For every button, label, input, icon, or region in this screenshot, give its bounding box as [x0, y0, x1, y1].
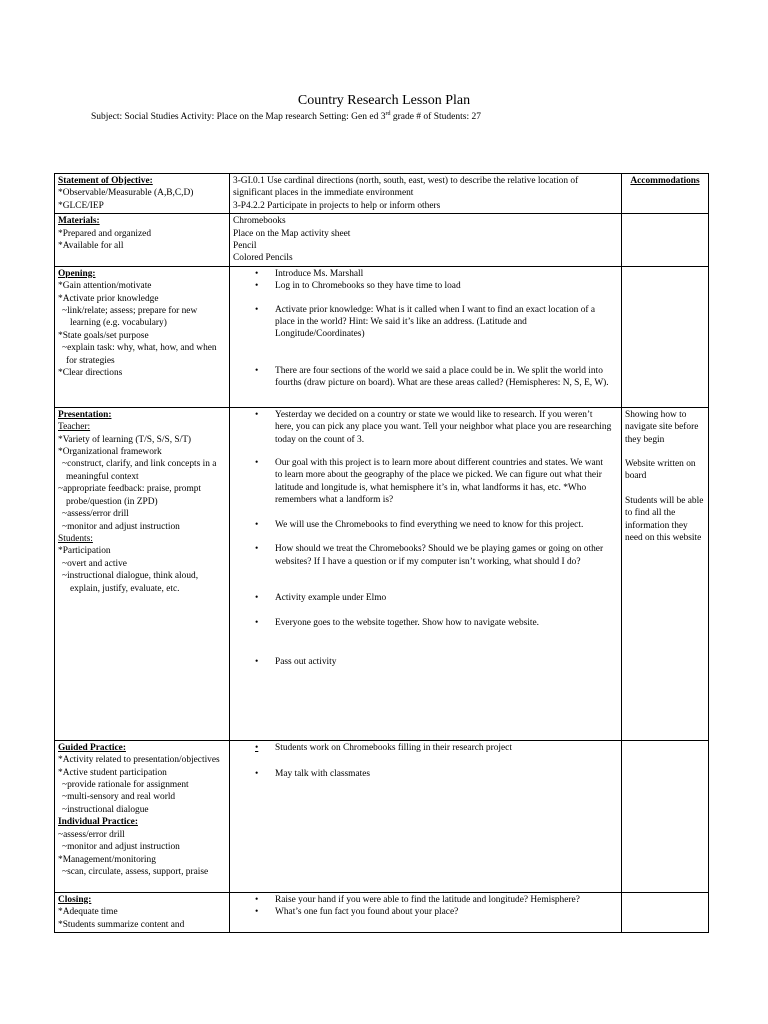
- bullet-dot-icon: [255, 304, 258, 316]
- presentation-bullet: [233, 592, 618, 604]
- closing-item: *Adequate time: [58, 907, 118, 918]
- material-item: Colored Pencils: [233, 253, 293, 264]
- guided-label-cell: [55, 740, 230, 892]
- materials-row: [55, 214, 709, 267]
- closing-bullet-text: Raise your hand if you were able to find the latitude and longitude? Hemisphere?: [275, 894, 580, 905]
- materials-heading: Materials:: [58, 216, 100, 227]
- opening-label-cell: [55, 266, 230, 407]
- bullet-dot-icon: [255, 543, 258, 555]
- opening-bullet-text: There are four sections of the world we said a place could be in. We split the world into fourths (draw picture on board). What are these areas called? (Hemispheres: N, S, E, W).: [275, 365, 609, 389]
- opening-accommodations-cell: [622, 266, 709, 407]
- material-item: Place on the Map activity sheet: [233, 228, 351, 239]
- bullet-dot-icon: [255, 268, 258, 280]
- teacher-item: ~appropriate feedback: praise, prompt: [58, 484, 202, 495]
- materials-accommodations-cell: [622, 214, 709, 267]
- closing-content-cell: [230, 892, 622, 932]
- teacher-item: probe/question (in ZPD): [66, 496, 158, 507]
- presentation-label-cell: [55, 407, 230, 740]
- bullet-dot-icon: [255, 617, 258, 629]
- presentation-bullet: [233, 617, 618, 629]
- student-item: ~instructional dialogue, think aloud,: [62, 571, 199, 582]
- subtitle-text-end: grade # of Students: 27: [390, 112, 481, 123]
- teacher-item: *Variety of learning (T/S, S/S, S/T): [58, 434, 192, 445]
- page-title: Country Research Lesson Plan: [297, 93, 471, 108]
- material-item: Chromebooks: [233, 216, 286, 227]
- bullet-dot-icon: [255, 457, 258, 469]
- objective-standard: 3-P4.2.2 Participate in projects to help or inform others: [233, 200, 441, 211]
- guided-accommodations-cell: [622, 740, 709, 892]
- opening-row: [55, 266, 709, 407]
- guided-heading: Guided Practice:: [58, 742, 126, 753]
- presentation-content-cell: [230, 407, 622, 740]
- accommodations-heading: Accommodations: [630, 176, 700, 186]
- objective-heading: Statement of Objective:: [58, 176, 153, 186]
- presentation-accommodations-cell: [622, 407, 709, 740]
- opening-bullet-text: Activate prior knowledge: What is it called when I want to find an exact location of a place in the world? Hint: We said it’s like an address. (Latitude and Longitude/Coordinates): [275, 304, 596, 340]
- presentation-row: [55, 407, 709, 740]
- bullet-dot-icon: [255, 768, 258, 780]
- subtitle-superscript: rd: [385, 111, 391, 117]
- lesson-subtitle: [91, 111, 481, 122]
- objective-standard: 3-GI.0.1 Use cardinal directions (north, south, east, west) to describe the relative location of significant places in the immediate environment: [233, 176, 579, 199]
- guided-item: ~provide rationale for assignment: [62, 780, 189, 791]
- guided-bullet: [233, 768, 618, 780]
- subtitle-text: Subject: Social Studies Activity: Place on the Map research Setting: Gen ed 3: [91, 112, 386, 123]
- closing-label-cell: [55, 892, 230, 932]
- opening-left-line: ~link/relate; assess; prepare for new: [62, 306, 198, 317]
- presentation-heading: Presentation:: [58, 409, 112, 420]
- closing-bullet-text: What’s one fun fact you found about your place?: [275, 907, 459, 918]
- presentation-bullet: [233, 409, 618, 446]
- bullet-dot-icon: [255, 519, 258, 531]
- teacher-label: Teacher:: [58, 422, 91, 433]
- objective-left-line: *Observable/Measurable (A,B,C,D): [58, 188, 194, 199]
- presentation-bullet-text: How should we treat the Chromebooks? Should we be playing games or going on other websites? If I have a question or if my computer isn’t working, what should I do?: [275, 544, 604, 567]
- closing-heading: Closing:: [58, 894, 92, 905]
- student-item: ~overt and active: [62, 558, 127, 569]
- individual-practice-heading: Individual Practice:: [58, 817, 138, 828]
- bullet-dot-icon: [255, 365, 258, 377]
- bullet-dot-icon: [255, 592, 258, 604]
- opening-left-line: *Activate prior knowledge: [58, 293, 159, 304]
- individual-item: ~monitor and adjust instruction: [62, 842, 180, 853]
- objective-row: [55, 174, 709, 214]
- teacher-item: ~monitor and adjust instruction: [62, 521, 180, 532]
- lesson-plan-table: [54, 173, 709, 933]
- presentation-bullet: [233, 656, 618, 668]
- opening-bullet-text: Introduce Ms. Marshall: [275, 268, 364, 279]
- individual-item: ~assess/error drill: [58, 829, 125, 840]
- presentation-bullet-text: Pass out activity: [275, 656, 337, 667]
- presentation-bullet-text: Our goal with this project is to learn more about different countries and states. We want to learn more about the geography of the place we picked. We can figure out what their latitude and longitude is, what hemisphere it’s in, what landforms it has, etc. *Who remembers what a landform is?: [275, 458, 603, 506]
- opening-left-line: *State goals/set purpose: [58, 330, 149, 341]
- accommodations-header-cell: [622, 174, 709, 214]
- bullet-dot-icon: [255, 906, 258, 918]
- opening-bullet: [233, 304, 618, 341]
- guided-item: *Activity related to presentation/objectives: [58, 755, 220, 766]
- guided-bullet: [233, 742, 618, 754]
- guided-bullet-text: Students work on Chromebooks filling in their research project: [275, 742, 512, 753]
- students-label: Students:: [58, 533, 93, 544]
- materials-content-cell: [230, 214, 622, 267]
- bullet-dot-icon: [255, 656, 258, 668]
- opening-left-line: *Clear directions: [58, 368, 123, 379]
- individual-item: ~scan, circulate, assess, support, praise: [62, 866, 209, 877]
- teacher-item: ~assess/error drill: [62, 509, 129, 520]
- opening-left-line: ~explain task: why, what, how, and when: [62, 343, 217, 354]
- accommodation-note: Website written on board: [625, 459, 696, 482]
- bullet-dot-icon: [255, 280, 258, 292]
- objective-label-cell: [55, 174, 230, 214]
- presentation-bullet-text: We will use the Chromebooks to find everything we need to know for this project.: [275, 519, 584, 530]
- presentation-bullet: [233, 543, 618, 568]
- closing-accommodations-cell: [622, 892, 709, 932]
- objective-left-line: *GLCE/IEP: [58, 200, 104, 211]
- opening-left-line: for strategies: [66, 355, 115, 366]
- objective-content-cell: [230, 174, 622, 214]
- opening-bullet: [233, 365, 618, 390]
- teacher-item: meaningful context: [66, 471, 139, 482]
- materials-left-line: *Prepared and organized: [58, 228, 152, 239]
- closing-bullet: [233, 894, 618, 906]
- presentation-bullet-text: Activity example under Elmo: [275, 592, 387, 603]
- guided-content-cell: [230, 740, 622, 892]
- teacher-item: ~construct, clarify, and link concepts in a: [62, 459, 217, 470]
- presentation-bullet: [233, 457, 618, 507]
- materials-label-cell: [55, 214, 230, 267]
- teacher-item: *Organizational framework: [58, 447, 162, 458]
- opening-bullet: [233, 280, 618, 292]
- student-item: *Participation: [58, 546, 111, 557]
- guided-item: ~multi-sensory and real world: [62, 792, 176, 803]
- accommodation-note: Students will be able to find all the information they need on this website: [625, 495, 704, 544]
- guided-item: ~instructional dialogue: [62, 804, 149, 815]
- guided-item: *Active student participation: [58, 767, 167, 778]
- presentation-bullet: [233, 519, 618, 531]
- student-item: explain, justify, evaluate, etc.: [70, 583, 180, 594]
- guided-practice-row: [55, 740, 709, 892]
- opening-bullet-text: Log in to Chromebooks so they have time to load: [275, 281, 461, 292]
- opening-left-line: *Gain attention/motivate: [58, 281, 152, 292]
- bullet-dot-icon: [255, 742, 258, 754]
- materials-left-line: *Available for all: [58, 241, 124, 252]
- opening-bullet: [233, 268, 618, 280]
- presentation-bullet-text: Everyone goes to the website together. Show how to navigate website.: [275, 618, 540, 629]
- closing-row: [55, 892, 709, 932]
- opening-content-cell: [230, 266, 622, 407]
- material-item: Pencil: [233, 241, 257, 252]
- closing-bullet: [233, 906, 618, 918]
- individual-item: *Management/monitoring: [58, 854, 156, 865]
- bullet-dot-icon: [255, 409, 258, 421]
- guided-bullet-text: May talk with classmates: [275, 769, 371, 780]
- opening-heading: Opening:: [58, 268, 96, 279]
- accommodation-note: Showing how to navigate site before they begin: [625, 409, 699, 445]
- opening-left-line: learning (e.g. vocabulary): [70, 318, 167, 329]
- presentation-bullet-text: Yesterday we decided on a country or state we would like to research. If you weren’t here, you can pick any place you want. Tell your neighbor what place you are researching today on the count of 3.: [275, 409, 612, 445]
- closing-item: *Students summarize content and: [58, 919, 185, 930]
- bullet-dot-icon: [255, 894, 258, 906]
